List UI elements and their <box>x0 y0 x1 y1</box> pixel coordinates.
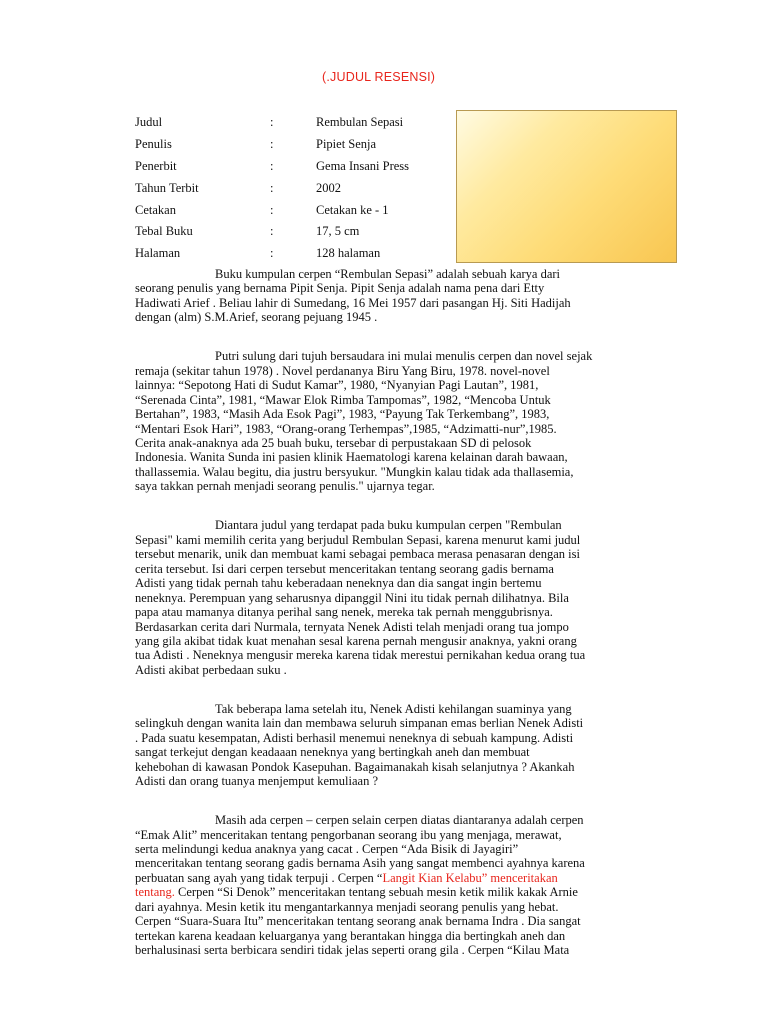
text-line: Putri sulung dari tujuh bersaudara ini mulai menulis cerpen dan novel sejak <box>215 349 593 364</box>
text-line: dari ayahnya. Mesin ketik itu mengantarkannya menjadi seorang penulis yang hebat. <box>135 899 559 914</box>
info-value: 2002 <box>316 180 341 195</box>
text-line: lainnya: “Sepotong Hati di Sudut Kamar”, 1980, “Nyanyian Pagi Lautan”, 1981, <box>135 378 539 393</box>
info-value: Pipiet Senja <box>316 136 377 151</box>
text-line <box>135 871 678 885</box>
info-colon: : <box>270 224 274 239</box>
text-line: kehebohan di kawasan Pondok Kasepuhan. Bagaimanakah kisah selanjutnya ? Akankah <box>135 759 575 774</box>
info-colon: : <box>270 180 274 195</box>
paragraph-1 <box>135 267 678 325</box>
info-value: 128 halaman <box>316 246 381 261</box>
text-line: Cerita anak-anaknya ada 25 buah buku, tersebar di perpustakaan SD di pelosok <box>135 436 532 451</box>
book-cover-image-placeholder <box>456 110 677 263</box>
text-segment: perbuatan sang ayah yang tidak terpuji . Cerpen “ <box>135 870 383 885</box>
text-line: Adisti dan orang tuanya menjemput kemuliaan ? <box>135 774 378 789</box>
info-value: Gema Insani Press <box>316 158 410 173</box>
text-line: Diantara judul yang terdapat pada buku kumpulan cerpen "Rembulan <box>215 518 562 533</box>
text-line: Indonesia. Wanita Sunda ini pasien klinik Haematologi karena kelainan darah bawaan, <box>135 450 568 465</box>
text-line: . Pada suatu kesempatan, Adisti berhasil menemui neneknya di sebuah kampung. Adisti <box>135 730 574 745</box>
paragraph-5 <box>135 813 678 958</box>
text-line: tertekan karena keadaan keluarganya yang berantakan hingga dia bertingkah aneh dan <box>135 928 566 943</box>
info-colon: : <box>270 202 274 217</box>
highlighted-text: tentang. <box>135 885 175 900</box>
info-colon: : <box>270 246 274 261</box>
text-line: thallassemia. Walau begitu, dia justru bersyukur. "Mungkin kalau tidak ada thallasemia, <box>135 464 574 479</box>
text-line: tersebut menarik, unik dan membuat kami sebagai pembaca merasa penasaran dengan isi <box>135 547 580 562</box>
info-label: Tebal Buku <box>135 224 193 239</box>
page-title: (.JUDUL RESENSI) <box>322 70 436 84</box>
info-value: Cetakan ke - 1 <box>316 202 389 217</box>
paragraph-4 <box>135 702 678 789</box>
text-line: Sepasi" kami memilih cerita yang berjudul Rembulan Sepasi, karena menurut kami judul <box>135 532 581 547</box>
text-line: menceritakan tentang seorang gadis bernama Asih yang sangat membenci ayahnya karena <box>135 856 585 871</box>
text-line: Adisti yang tidak pernah tahu keberadaan neneknya dan dia sangat ingin bertemu <box>135 576 542 591</box>
info-value: 17, 5 cm <box>316 224 360 239</box>
text-line: selingkuh dengan wanita lain dan membawa seluruh simpanan emas berlian Nenek Adisti <box>135 716 584 731</box>
text-line: saya takkan pernah menjadi seorang penulis." ujarnya tegar. <box>135 479 435 494</box>
text-line: tua Adisti . Neneknya mengusir mereka karena tidak merestui pernikahan kedua orang tua <box>135 648 586 663</box>
text-line: “Emak Alit” menceritakan tentang pengorbanan seorang ibu yang menjaga, merawat, <box>135 827 562 842</box>
text-line: sangat terkejut dengan keadaaan neneknya yang bertingkah aneh dan membuat <box>135 745 530 760</box>
text-line <box>135 885 678 899</box>
info-value: Rembulan Sepasi <box>316 115 404 129</box>
text-line: “Serenada Cinta”, 1981, “Mawar Elok Rimba Tampomas”, 1982, “Mencoba Untuk <box>135 392 551 407</box>
info-label: Penulis <box>135 136 172 151</box>
text-line: Berdasarkan cerita dari Nurmala, ternyata Nenek Adisti telah menjadi orang tua jompo <box>135 619 569 634</box>
text-line: Adisti akibat perbedaan suku . <box>135 662 287 677</box>
text-line: Buku kumpulan cerpen “Rembulan Sepasi” adalah sebuah karya dari <box>215 267 561 281</box>
text-line: Hadiwati Arief . Beliau lahir di Sumedang, 16 Mei 1957 dari pasangan Hj. Siti Hadijah <box>135 295 571 310</box>
paragraph-2 <box>135 349 678 494</box>
info-label: Judul <box>135 115 163 129</box>
text-line: Tak beberapa lama setelah itu, Nenek Adisti kehilangan suaminya yang <box>215 701 572 716</box>
info-label: Halaman <box>135 246 181 261</box>
text-line: serta melindungi kedua anaknya yang cacat . Cerpen “Ada Bisik di Jayagiri” <box>135 841 519 856</box>
paragraph-3 <box>135 518 678 677</box>
info-colon: : <box>270 136 274 151</box>
info-label: Tahun Terbit <box>135 180 199 195</box>
info-label: Cetakan <box>135 202 176 217</box>
info-label: Penerbit <box>135 158 177 173</box>
review-body <box>135 267 678 982</box>
text-line: neneknya. Perempuan yang seharusnya dipanggil Nini itu tidak pernah dilihatnya. Bila <box>135 590 569 605</box>
text-line: “Mentari Esok Hari”, 1983, “Orang-orang Terhempas”,1985, “Adzimatti-nur”,1985. <box>135 421 557 436</box>
text-line: dengan (alm) S.M.Arief, seorang pejuang 1945 . <box>135 310 378 325</box>
highlighted-text: Langit Kian Kelabu” menceritakan <box>382 870 558 885</box>
info-colon: : <box>270 115 274 129</box>
text-line: papa atau mamanya ditanya perihal sang nenek, mereka tak pernah menggubrisnya. <box>135 605 553 620</box>
text-line: berhalusinasi serta berbicara sendiri tidak jelas seperti orang gila . Cerpen “Kilau Mata <box>135 943 570 958</box>
info-colon: : <box>270 158 274 173</box>
text-line: remaja (sekitar tahun 1978) . Novel perdananya Biru Yang Biru, 1978. novel-novel <box>135 363 550 378</box>
text-line: seorang penulis yang bernama Pipit Senja. Pipit Senja adalah nama pena dari Etty <box>135 281 545 296</box>
text-line: cerita tersebut. Isi dari cerpen tersebut menceritakan tentang seorang gadis bernama <box>135 561 554 576</box>
text-segment: Cerpen “Si Denok” menceritakan tentang sebuah mesin ketik milik kakak Arnie <box>174 885 578 900</box>
text-line: Masih ada cerpen – cerpen selain cerpen diatas diantaranya adalah cerpen <box>215 813 584 828</box>
text-line: yang gila akibat tidak kuat menahan sesal karena pernah mengusir anaknya, yakni orang <box>135 633 577 648</box>
text-line: Cerpen “Suara-Suara Itu” menceritakan tentang seorang anak bernama Indra . Dia sangat <box>135 914 581 929</box>
text-line: Bertahan”, 1983, “Masih Ada Esok Pagi”, 1983, “Payung Tak Terkembang”, 1983, <box>135 407 550 422</box>
